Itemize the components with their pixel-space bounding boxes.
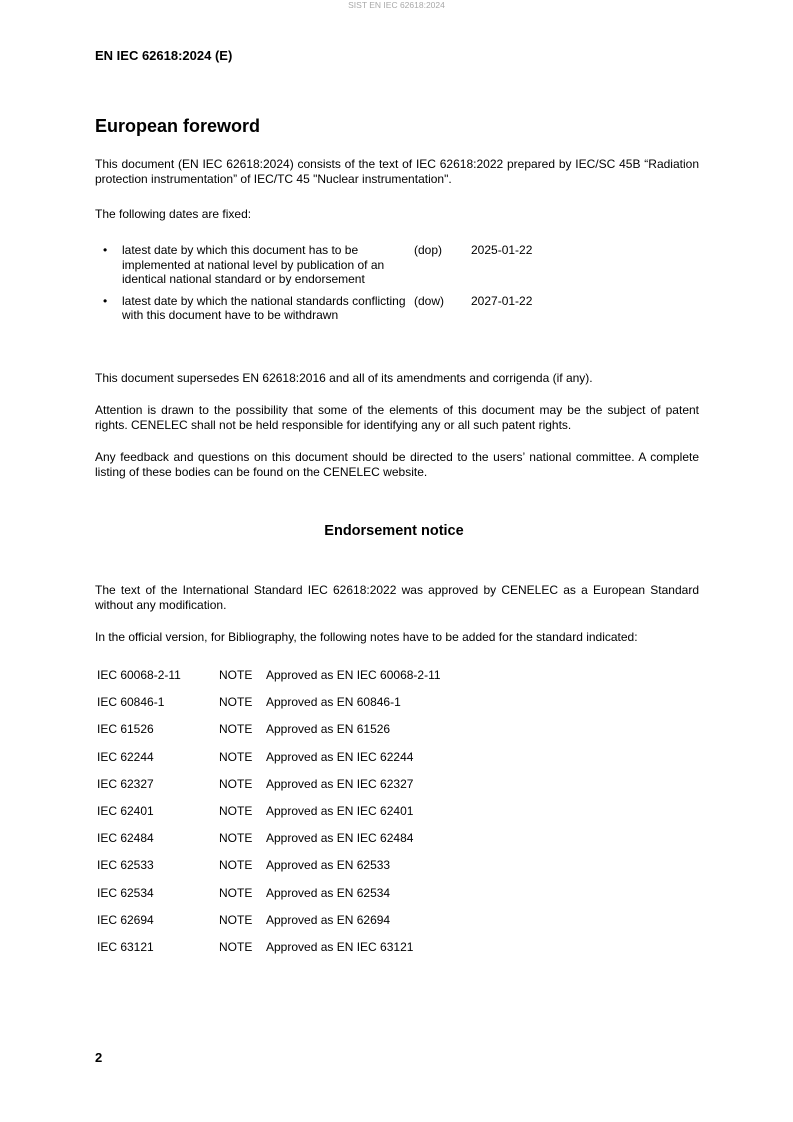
note-text: Approved as EN IEC 62484 (266, 831, 414, 846)
date-description: latest date by which the national standards conflicting with this document have to be withdrawn (122, 293, 406, 322)
note-row (97, 940, 441, 967)
dates-intro: The following dates are fixed: (95, 207, 252, 221)
note-row (97, 722, 441, 749)
note-tag: NOTE (219, 939, 253, 954)
note-row (97, 804, 441, 831)
date-item-dop (95, 243, 699, 287)
note-row (97, 886, 441, 913)
note-standard: IEC 60846-1 (97, 695, 165, 710)
note-text: Approved as EN IEC 62401 (266, 803, 414, 818)
note-tag: NOTE (219, 912, 253, 927)
note-text: Approved as EN IEC 60068-2-11 (266, 668, 441, 682)
endorsement-title: Endorsement notice (324, 523, 464, 539)
note-standard: IEC 62534 (97, 885, 154, 900)
note-tag: NOTE (219, 776, 253, 791)
note-text: Approved as EN 62694 (266, 912, 391, 927)
date-value: 2025-01-22 (471, 243, 533, 257)
note-tag: NOTE (219, 858, 253, 873)
note-standard: IEC 62244 (97, 749, 154, 764)
note-tag: NOTE (219, 749, 253, 764)
feedback-paragraph: Any feedback and questions on this document should be directed to the users’ national committee. A complete listing of these bodies can be found on the CENELEC website. (95, 450, 699, 479)
endorsement-text: The text of the International Standard IEC 62618:2022 was approved by CENELEC as a European Standard without any modification. (95, 583, 699, 612)
note-text: Approved as EN IEC 62327 (266, 776, 414, 791)
note-row (97, 750, 441, 777)
date-abbreviation: (dop) (414, 243, 443, 257)
note-text: Approved as EN 62533 (266, 858, 391, 873)
note-row (97, 668, 441, 695)
note-tag: NOTE (219, 885, 253, 900)
supersedes-paragraph: This document supersedes EN 62618:2016 and all of its amendments and corrigenda (if any). (95, 371, 593, 385)
note-standard: IEC 62694 (97, 912, 154, 927)
note-text: Approved as EN 61526 (266, 722, 391, 737)
patent-paragraph: Attention is drawn to the possibility that some of the elements of this document may be the subject of patent rights. CENELEC shall not be held responsible for identifying any or all such patent rights. (95, 403, 699, 432)
foreword-title: European foreword (95, 116, 261, 136)
note-standard: IEC 62533 (97, 858, 154, 873)
note-standard: IEC 63121 (97, 939, 154, 954)
bullet: • (103, 293, 108, 308)
note-tag: NOTE (219, 803, 253, 818)
note-tag: NOTE (219, 831, 253, 846)
note-row (97, 858, 441, 885)
bibliography-intro: In the official version, for Bibliography, the following notes have to be added for the standard indicated: (95, 630, 638, 644)
note-text: Approved as EN IEC 63121 (266, 939, 414, 954)
note-row (97, 777, 441, 804)
date-item-dow (95, 294, 699, 323)
watermark: SIST EN IEC 62618:2024 (348, 0, 445, 10)
document-id: EN IEC 62618:2024 (E) (95, 48, 233, 63)
date-description: latest date by which this document has to be implemented at national level by publication of an identical national standard or by endorsement (122, 243, 385, 286)
note-text: Approved as EN IEC 62244 (266, 749, 414, 764)
note-standard: IEC 60068-2-11 (97, 668, 181, 682)
page-number: 2 (95, 1050, 103, 1065)
note-row (97, 831, 441, 858)
note-row (97, 913, 441, 940)
note-standard: IEC 62401 (97, 803, 154, 818)
foreword-intro: This document (EN IEC 62618:2024) consists of the text of IEC 62618:2022 prepared by IEC/SC 45B “Radiation protection instrumentation” of IEC/TC 45 "Nuclear instrumentation". (95, 157, 699, 186)
note-standard: IEC 62327 (97, 776, 154, 791)
note-standard: IEC 61526 (97, 722, 154, 737)
bullet: • (103, 243, 108, 257)
note-tag: NOTE (219, 668, 253, 682)
note-text: Approved as EN 62534 (266, 885, 391, 900)
dates-list (95, 243, 699, 330)
date-value: 2027-01-22 (471, 293, 533, 308)
note-standard: IEC 62484 (97, 831, 154, 846)
note-row (97, 695, 441, 722)
bibliography-notes (97, 668, 441, 967)
note-tag: NOTE (219, 722, 253, 737)
date-abbreviation: (dow) (414, 293, 445, 308)
note-tag: NOTE (219, 695, 253, 710)
note-text: Approved as EN 60846-1 (266, 695, 401, 710)
